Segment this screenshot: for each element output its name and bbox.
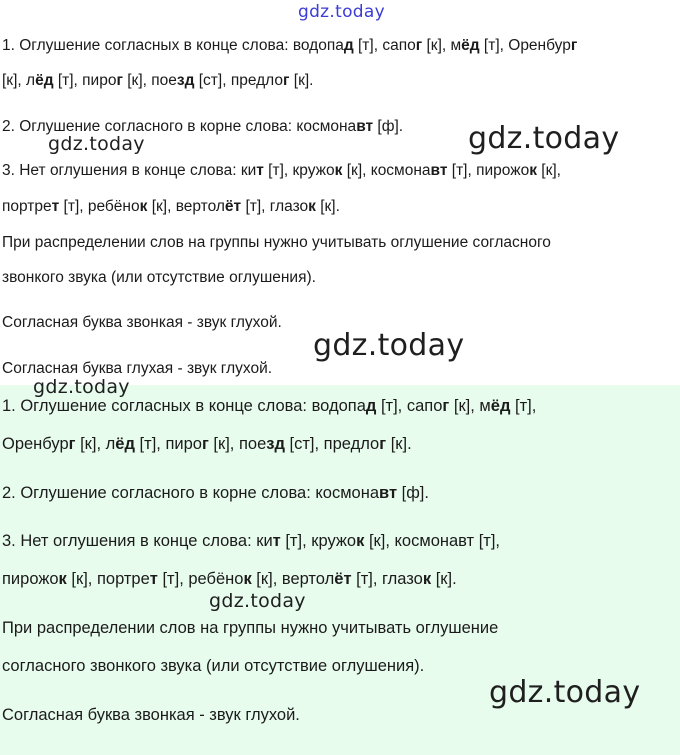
watermark-header: gdz.today	[298, 2, 385, 22]
rule-3-line-1: 3. Нет оглушения в конце слова: кит [т], кружок [к], космонавт [т],	[2, 532, 501, 550]
note-line-1: При распределении слов на группы нужно учитывать оглушение	[2, 619, 499, 637]
conclusion-2: Согласная буква глухая - звук глухой.	[2, 360, 273, 377]
rule-1-line-1: 1. Оглушение согласных в конце слова: водопад [т], сапог [к], мёд [т], Оренбург	[2, 37, 578, 54]
note-line-2: согласного звонкого звука (или отсутствие оглушения).	[2, 657, 425, 675]
note-line-2: звонкого звука (или отсутствие оглушения).	[2, 269, 316, 286]
rule-1-line-2: [к], лёд [т], пирог [к], поезд [ст], предлог [к].	[2, 72, 314, 89]
rule-3-line-2: пирожок [к], портрет [т], ребёнок [к], вертолёт [т], глазок [к].	[2, 570, 457, 588]
conclusion-1: Согласная буква звонкая - звук глухой.	[2, 706, 300, 724]
watermark: gdz.today	[313, 328, 465, 363]
watermark: gdz.today	[48, 133, 145, 155]
watermark: gdz.today	[209, 590, 306, 612]
conclusion-1: Согласная буква звонкая - звук глухой.	[2, 314, 282, 331]
watermark: gdz.today	[33, 376, 130, 398]
watermark: gdz.today	[489, 675, 641, 710]
rule-2-line: 2. Оглушение согласного в корне слова: космонавт [ф].	[2, 484, 429, 502]
rule-1-line-1: 1. Оглушение согласных в конце слова: водопад [т], сапог [к], мёд [т],	[2, 397, 537, 415]
rule-3-line-2: портрет [т], ребёнок [к], вертолёт [т], глазок [к].	[2, 198, 340, 215]
rule-1-line-2: Оренбург [к], лёд [т], пирог [к], поезд [ст], предлог [к].	[2, 435, 412, 453]
rule-3-line-1: 3. Нет оглушения в конце слова: кит [т], кружок [к], космонавт [т], пирожок [к],	[2, 162, 561, 179]
rule-2-line: 2. Оглушение согласного в корне слова: космонавт [ф].	[2, 118, 404, 135]
watermark: gdz.today	[468, 121, 620, 156]
note-line-1: При распределении слов на группы нужно учитывать оглушение согласного	[2, 234, 551, 251]
